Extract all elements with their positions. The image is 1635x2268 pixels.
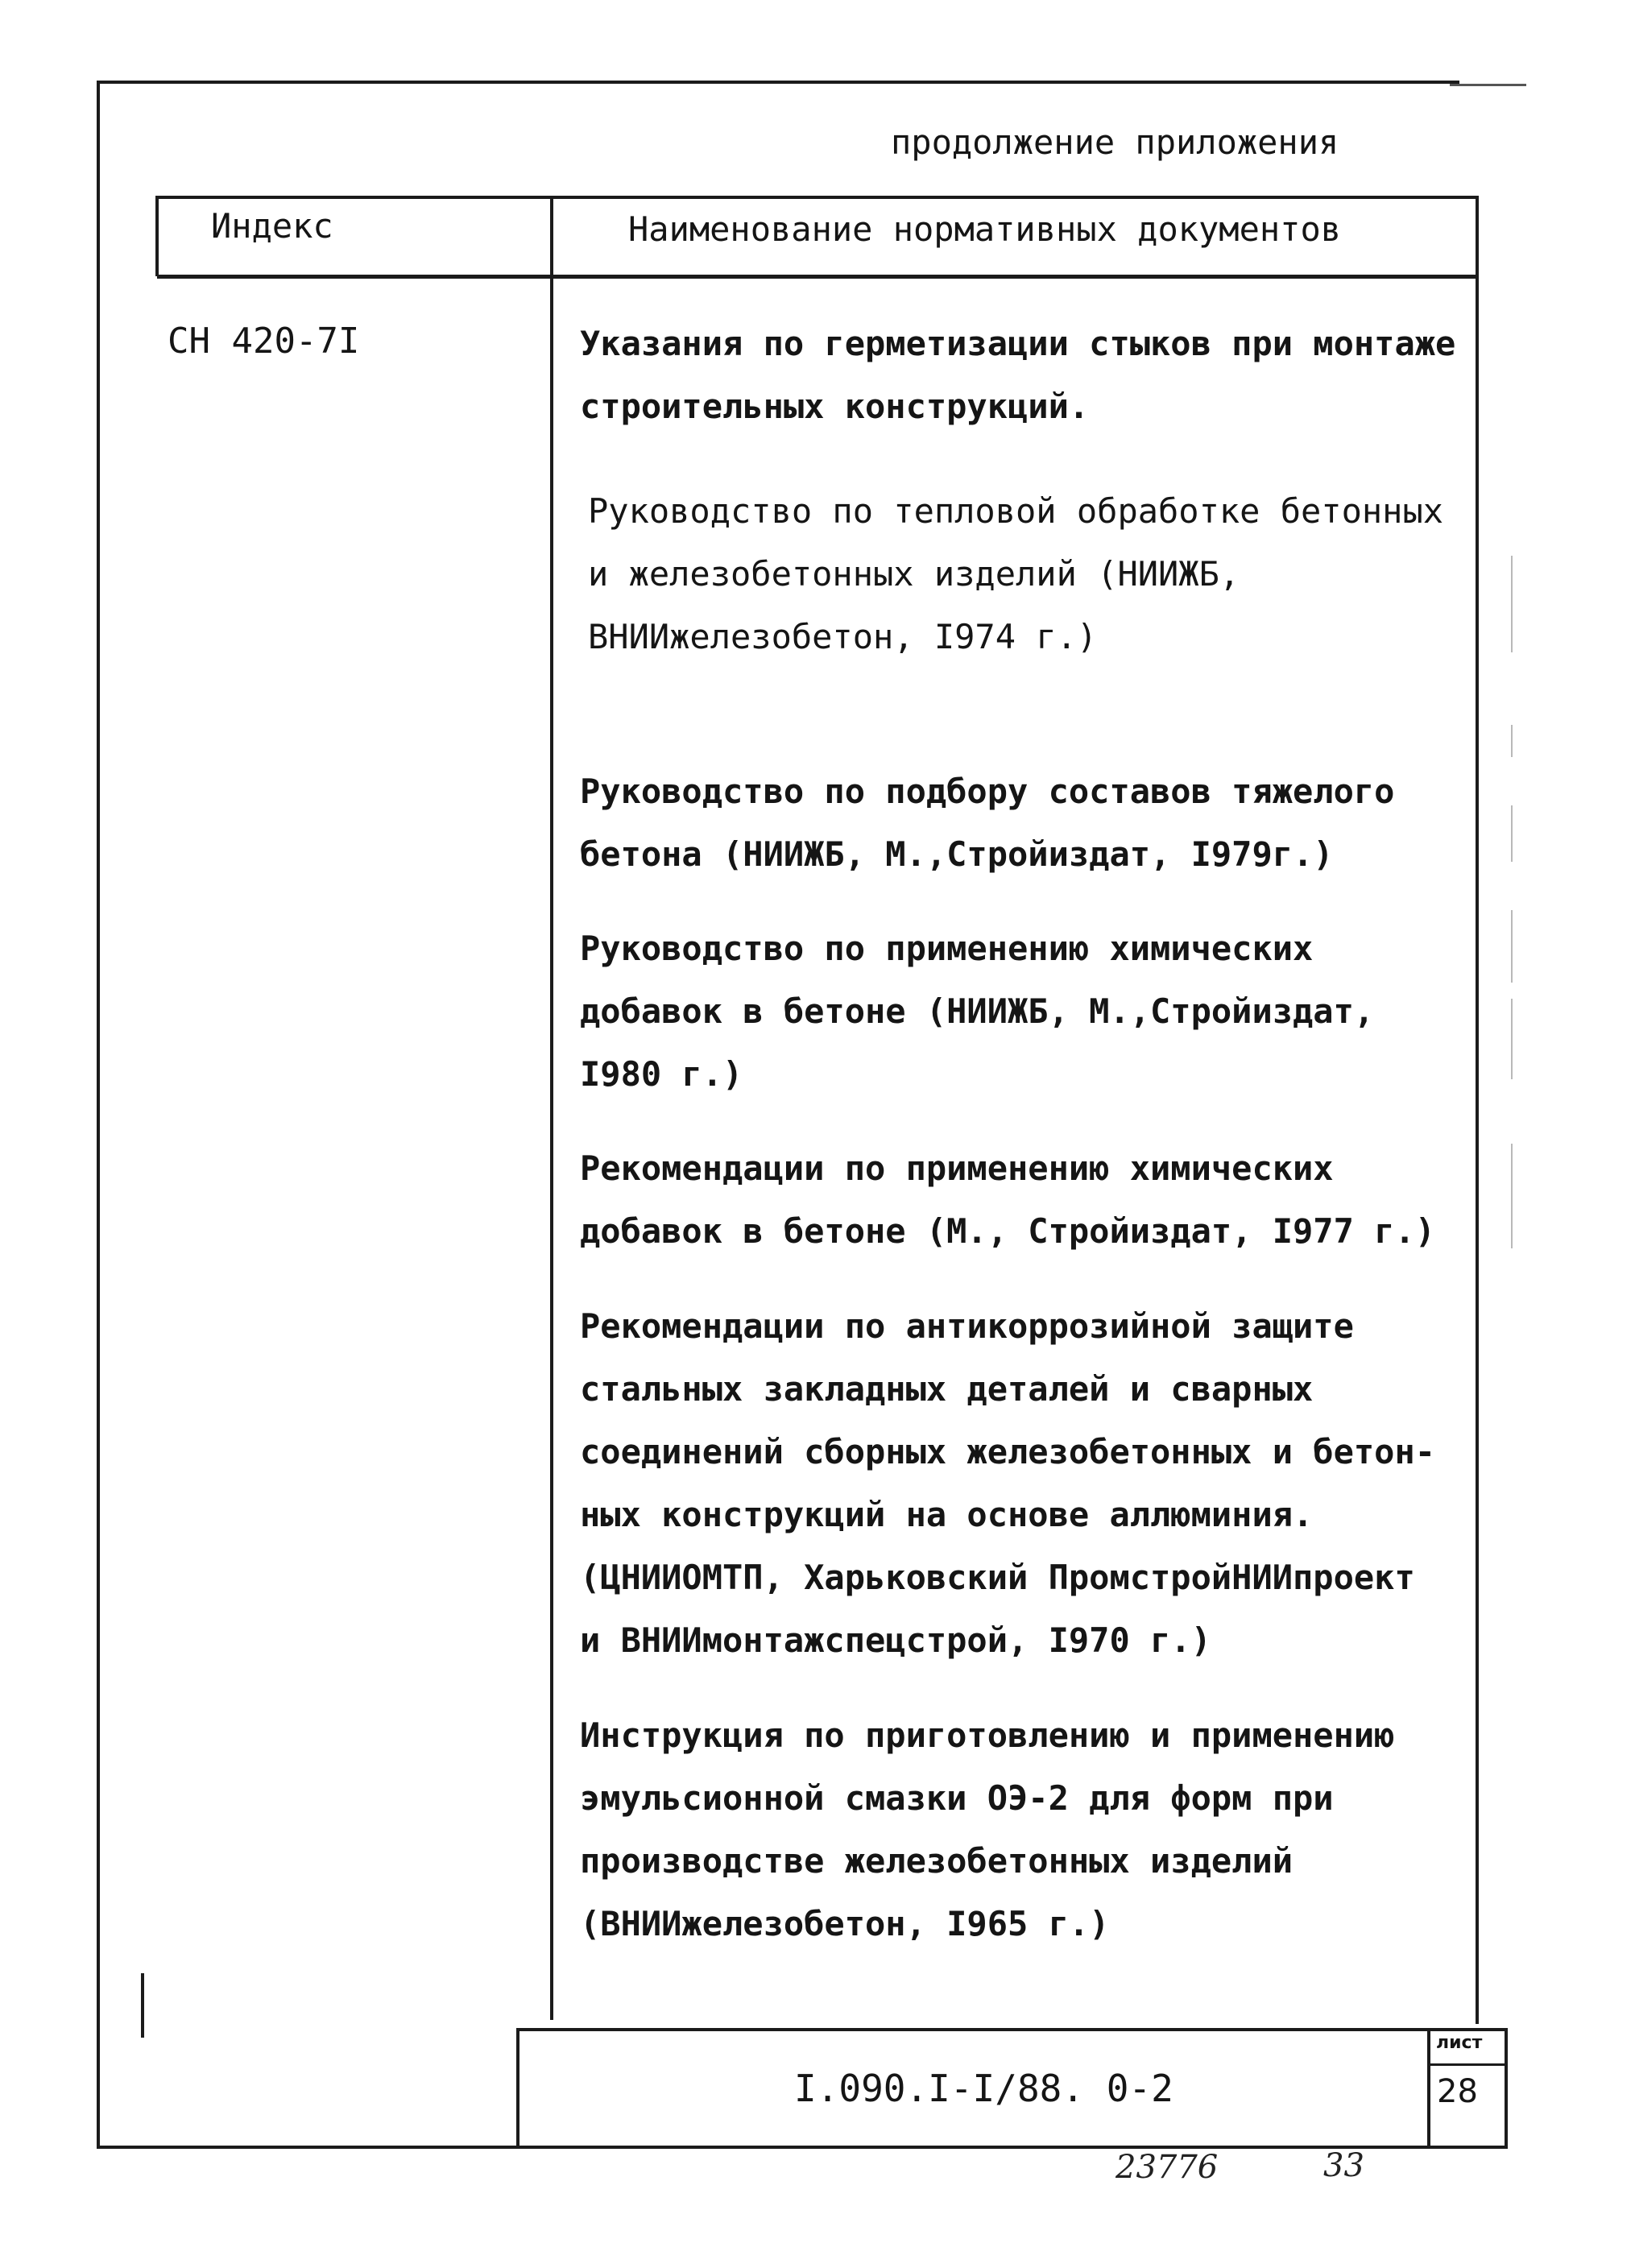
scan-mark [1511,999,1513,1079]
table-column-divider [550,196,553,2020]
continuation-title: продолжение приложения [891,122,1339,162]
document-entry: Руководство по тепловой обработке бетонных и железобетонных изделий (НИИЖБ, ВНИИжелезобетон, I974 г.) [588,491,1444,656]
scan-mark [1511,910,1513,983]
sheet-label: лист [1436,2033,1483,2053]
table-top-border [157,196,1478,199]
document-entry: Рекомендации по применению химических добавок в бетоне (М., Стройиздат, I977 г.) [580,1148,1436,1251]
document-code: I.090.I-I/88. 0-2 [794,2067,1173,2110]
stamp-sheet-divider [1427,2028,1430,2149]
stamp-top-border [516,2028,1508,2031]
frame-top-border [98,81,1459,84]
handwritten-page-number: 33 [1323,2147,1364,2184]
table-left-border-lower [141,1973,144,2038]
table-header-separator [157,275,1478,279]
frame-left-border [97,81,100,2149]
column-header-name: Наименование нормативных документов [628,209,1342,249]
document-entry: Инструкция по приготовлению и применению эмульсионной смазки ОЭ-2 для форм при производстве железобетонных изделий (ВНИИжелезобетон, I965 г.) [580,1715,1395,1943]
column-header-index: Индекс [211,206,333,246]
document-entry: Рекомендации по антикоррозийной защите стальных закладных деталей и сварных соединений сборных железобетонных и бетон- ных конструкций на основе аллюминия. (ЦНИИОМТП, Харьковский ПромстройНИИпроект и ВНИИмонтажспецстрой, I970 г.) [580,1306,1436,1660]
scan-mark [1511,725,1513,757]
document-entry: Руководство по подбору составов тяжелого бетона (НИИЖБ, М.,Стройиздат, I979г.) [580,772,1395,874]
stamp-sheet-separator [1427,2063,1508,2066]
scan-mark [1511,1144,1513,1248]
inventory-number: 23776 [1116,2149,1219,2186]
table-right-border [1476,196,1479,2024]
row-index-value: СН 420-7I [168,321,360,362]
frame-top-border-tail [1450,84,1526,86]
document-entry: Руководство по применению химических добавок в бетоне (НИИЖБ, М.,Стройиздат, I980 г.) [580,929,1375,1094]
frame-right-border [1505,2028,1508,2149]
sheet-number: 28 [1437,2073,1478,2110]
table-left-border [155,196,159,276]
scan-mark [1511,556,1513,652]
scan-mark [1511,805,1513,862]
frame-bottom-border [97,2146,1508,2149]
stamp-left-border [516,2028,519,2149]
document-entry: Указания по герметизации стыков при монтаже строительных конструкций. [580,324,1456,426]
